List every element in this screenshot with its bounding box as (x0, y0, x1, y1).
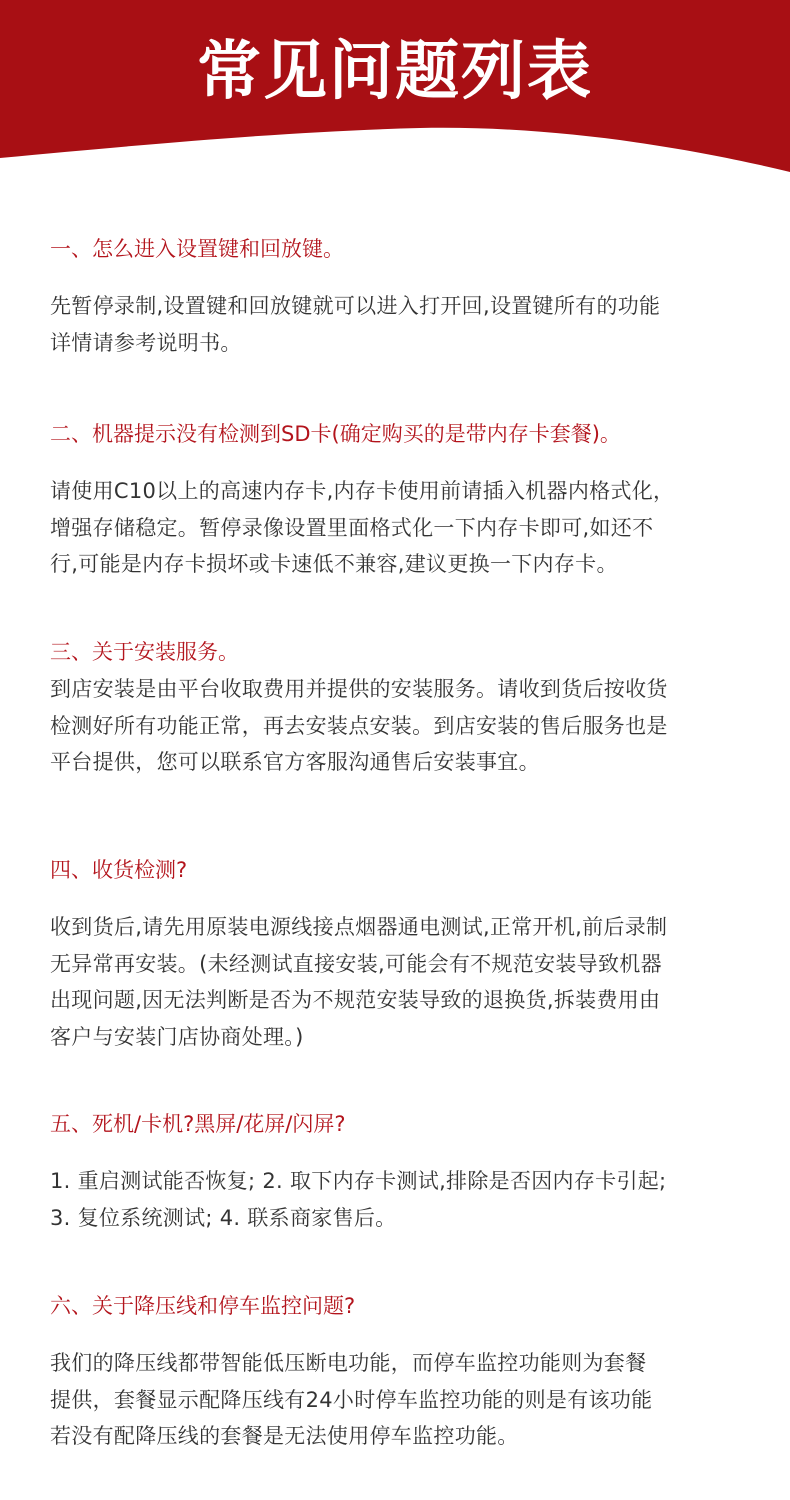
faq-answer (50, 909, 750, 1055)
faq-question: 四、收货检测? (50, 858, 188, 882)
faq-answer-line: 请使用C10以上的高速内存卡,内存卡使用前请插入机器内格式化， (50, 479, 675, 503)
faq-answer-line: 详情请参考说明书。 (50, 330, 242, 355)
faq-answer-line: 行,可能是内存卡损坏或卡速低不兼容,建议更换一下内存卡。 (50, 552, 618, 576)
faq-question: 三、关于安装服务。 (50, 640, 239, 664)
faq-question: 一、怎么进入设置键和回放键。 (50, 237, 344, 261)
faq-answer-line: 3. 复位系统测试; 4. 联系商家售后。 (50, 1205, 397, 1230)
header-banner (0, 0, 790, 200)
faq-answer-line: 先暂停录制,设置键和回放键就可以进入打开回,设置键所有的功能 (50, 294, 661, 318)
faq-answer-line: 客户与安装门店协商处理。) (50, 1024, 304, 1049)
faq-item-3 (50, 637, 750, 781)
faq-item-5 (50, 1109, 750, 1236)
faq-answer-line: 无异常再安装。(未经测试直接安装,可能会有不规范安装导致机器 (50, 951, 662, 976)
faq-answer-line: 到店安装是由平台收取费用并提供的安装服务。请收到货后按收货 (50, 677, 668, 701)
faq-item-4 (50, 855, 750, 1055)
faq-answer (50, 288, 750, 361)
faq-answer-line: 增强存储稳定。暂停录像设置里面格式化一下内存卡即可,如还不 (50, 515, 654, 540)
faq-answer (50, 1163, 750, 1236)
faq-question: 六、关于降压线和停车监控问题? (50, 1294, 356, 1318)
faq-question: 五、死机/卡机?黑屏/花屏/闪屏? (50, 1112, 346, 1136)
faq-item-6 (50, 1291, 750, 1455)
faq-answer-line: 我们的降压线都带智能低压断电功能，而停车监控功能则为套餐 (50, 1351, 647, 1375)
page-title: 常见问题列表 (197, 35, 593, 109)
faq-answer-line: 收到货后,请先用原装电源线接点烟器通电测试,正常开机,前后录制 (50, 915, 668, 939)
faq-answer (50, 1345, 750, 1455)
faq-question: 二、机器提示没有检测到SD卡(确定购买的是带内存卡套餐)。 (50, 422, 621, 446)
faq-item-2 (50, 419, 750, 583)
faq-answer-line: 1. 重启测试能否恢复; 2. 取下内存卡测试,排除是否因内存卡引起; (50, 1169, 667, 1193)
faq-item-1 (50, 234, 750, 361)
faq-answer-line: 平台提供，您可以联系官方客服沟通售后安装事宜。 (50, 750, 540, 774)
faq-answer (50, 473, 750, 583)
faq-answer-line: 检测好所有功能正常，再去安装点安装。到店安装的售后服务也是 (50, 713, 668, 738)
faq-answer-line: 提供，套餐显示配降压线有24小时停车监控功能的则是有该功能 (50, 1387, 653, 1412)
faq-answer-line: 出现问题,因无法判断是否为不规范安装导致的退换货,拆装费用由 (50, 988, 661, 1012)
faq-answer (50, 671, 750, 781)
faq-answer-line: 若没有配降压线的套餐是无法使用停车监控功能。 (50, 1424, 519, 1448)
